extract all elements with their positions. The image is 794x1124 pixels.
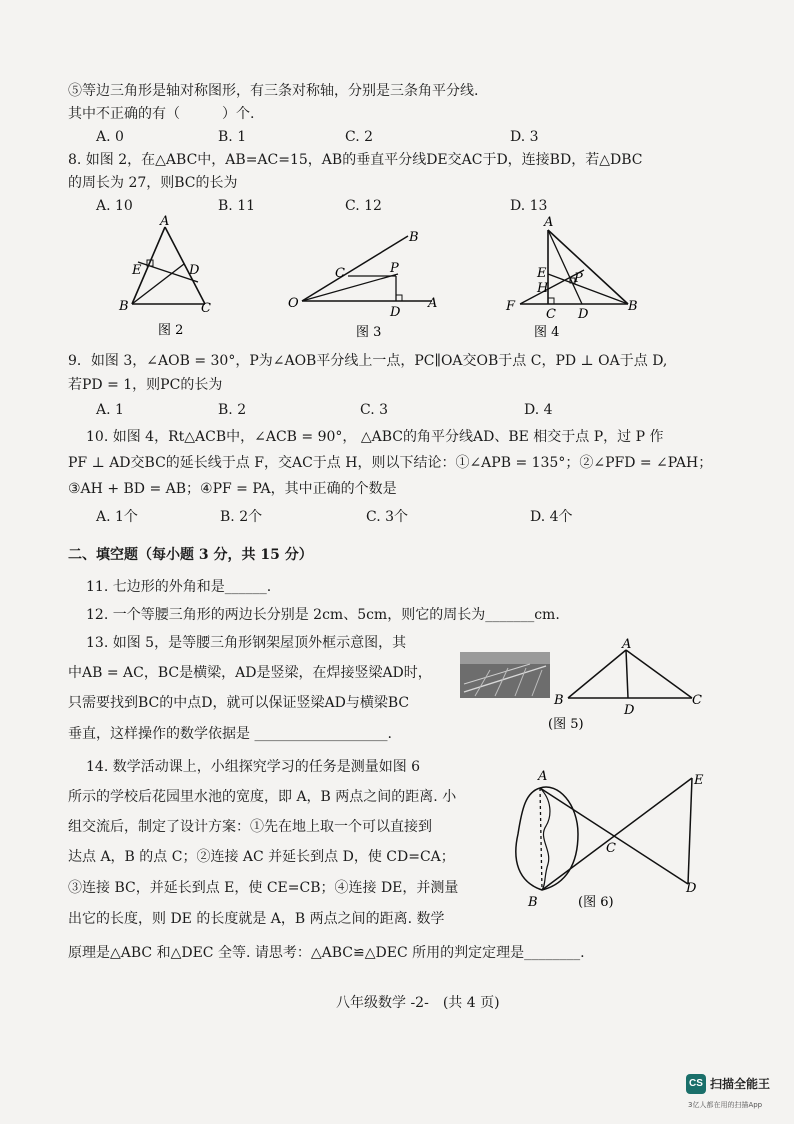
q10-line1: 10. 如图 4，Rt△ACB中，∠ACB = 90°， △ABC的角平分线AD、BE 相交于点 P，过 P 作 bbox=[86, 429, 664, 445]
q7-item5: ⑤等边三角形是轴对称图形，有三条对称轴，分别是三条角平分线. bbox=[68, 83, 479, 99]
fig5-label-b: B bbox=[554, 693, 564, 708]
q14-line1: 14. 数学活动课上，小组探究学习的任务是测量如图 6 bbox=[86, 759, 421, 775]
fig6-label-c: C bbox=[606, 841, 616, 856]
q14-line6: 出它的长度，则 DE 的长度就是 A，B 两点之间的距离. 数学 bbox=[68, 911, 445, 927]
q8-line1: 8. 如图 2，在△ABC中，AB=AC=15，AB的垂直平分线DE交AC于D，连接BD，若△DBC bbox=[68, 152, 643, 168]
q8-option-c: C. 12 bbox=[345, 198, 382, 214]
scanner-watermark bbox=[686, 1074, 790, 1114]
q13-line3: 只需要找到BC的中点D，就可以保证竖梁AD与横梁BC bbox=[68, 695, 410, 711]
fig3-label-c: C bbox=[335, 266, 345, 281]
q14-line7: 原理是△ABC 和△DEC 全等. 请思考：△ABC≌△DEC 所用的判定定理是________. bbox=[68, 945, 585, 961]
figure-4 bbox=[500, 212, 650, 342]
q7-option-d: D. 3 bbox=[510, 129, 539, 145]
q14-line3: 组交流后，制定了设计方案：①先在地上取一个可以直接到 bbox=[68, 819, 432, 835]
q13-line1: 13. 如图 5，是等腰三角形钢架屋顶外框示意图，其 bbox=[86, 635, 407, 651]
q9-line2: 若PD = 1，则PC的长为 bbox=[68, 377, 223, 393]
q9-option-c: C. 3 bbox=[360, 402, 389, 418]
q14-line5: ③连接 BC，并延长到点 E，使 CE=CB；④连接 DE，并测量 bbox=[68, 880, 459, 896]
figure-5 bbox=[548, 636, 712, 732]
q8-option-d: D. 13 bbox=[510, 198, 548, 214]
q10-option-d: D. 4个 bbox=[530, 509, 573, 525]
fig3-label-a: A bbox=[428, 296, 438, 311]
fig2-label-d: D bbox=[189, 263, 200, 278]
q7-option-a: A. 0 bbox=[96, 129, 124, 145]
fig4-label-e: E bbox=[537, 266, 547, 281]
fig3-caption: 图 3 bbox=[356, 325, 382, 340]
q10-option-b: B. 2个 bbox=[220, 509, 263, 525]
fig2-label-c: C bbox=[201, 301, 211, 316]
q10-option-a: A. 1个 bbox=[96, 509, 138, 525]
q14-line4: 达点 A，B 的点 C；②连接 AC 并延长到点 D，使 CD=CA； bbox=[68, 849, 455, 865]
q10-line2: PF ⊥ AD交BC的延长线于点 F，交AC于点 H，则以下结论：①∠APB = 135°；②∠PFD = ∠PAH； bbox=[68, 455, 713, 471]
q13-line2: 中AB = AC，BC是横梁，AD是竖梁，在焊接竖梁AD时， bbox=[68, 665, 432, 681]
fig5-label-d: D bbox=[624, 703, 635, 718]
q11: 11. 七边形的外角和是______. bbox=[86, 579, 272, 595]
q14-line2: 所示的学校后花园里水池的宽度，即 A，B 两点之间的距离. 小 bbox=[68, 789, 457, 805]
fig4-label-b: B bbox=[628, 299, 638, 314]
q7-option-b: B. 1 bbox=[218, 129, 247, 145]
fig3-label-d: D bbox=[390, 305, 401, 320]
fig6-caption: (图 6) bbox=[578, 895, 614, 910]
fig6-label-d: D bbox=[686, 881, 697, 896]
fig4-label-d: D bbox=[578, 307, 589, 322]
q8-option-a: A. 10 bbox=[96, 198, 133, 214]
fig4-label-c: C bbox=[546, 307, 556, 322]
fig3-label-p: P bbox=[390, 261, 399, 276]
fig6-label-e: E bbox=[694, 773, 704, 788]
q8-line2: 的周长为 27，则BC的长为 bbox=[68, 175, 238, 191]
q7-option-c: C. 2 bbox=[345, 129, 374, 145]
figure-3 bbox=[280, 222, 450, 344]
page-footer: 八年级数学 -2- (共 4 页) bbox=[336, 995, 500, 1011]
roof-truss-photo bbox=[460, 652, 550, 698]
fig5-label-c: C bbox=[692, 693, 702, 708]
fig6-label-b: B bbox=[528, 895, 538, 910]
q9-option-b: B. 2 bbox=[218, 402, 247, 418]
q13-line4: 垂直，这样操作的数学依据是 ___________________. bbox=[68, 726, 392, 742]
q9-option-d: D. 4 bbox=[524, 402, 553, 418]
fig5-caption: (图 5) bbox=[548, 717, 584, 732]
fig4-label-f: F bbox=[506, 299, 516, 314]
q10-option-c: C. 3个 bbox=[366, 509, 409, 525]
q12: 12. 一个等腰三角形的两边长分别是 2cm、5cm，则它的周长为_______cm. bbox=[86, 607, 560, 623]
fig4-label-a: A bbox=[544, 215, 554, 230]
fig2-caption: 图 2 bbox=[158, 323, 184, 338]
fig6-label-a: A bbox=[538, 769, 548, 784]
fig3-label-o: O bbox=[288, 296, 299, 311]
fig4-label-p: P bbox=[574, 271, 583, 286]
q9-option-a: A. 1 bbox=[96, 402, 124, 418]
fig4-caption: 图 4 bbox=[534, 325, 560, 340]
fig2-label-b: B bbox=[119, 299, 129, 314]
camscanner-badge-icon: CS bbox=[686, 1074, 706, 1094]
fig2-label-a: A bbox=[160, 214, 170, 229]
watermark-title: 扫描全能王 bbox=[710, 1077, 771, 1091]
fig5-label-a: A bbox=[622, 637, 632, 652]
q7-question: 其中不正确的有（ ）个. bbox=[68, 106, 255, 122]
q8-option-b: B. 11 bbox=[218, 198, 256, 214]
watermark-subtitle: 3亿人都在用的扫描App bbox=[688, 1101, 763, 1109]
q10-line3: ③AH + BD = AB；④PF = PA，其中正确的个数是 bbox=[68, 481, 397, 497]
figure-6 bbox=[508, 764, 708, 914]
q9-line1: 9．如图 3，∠AOB = 30°，P为∠AOB平分线上一点，PC∥OA交OB于点 C，PD ⊥ OA于点 D, bbox=[68, 353, 668, 369]
fig4-label-h: H bbox=[537, 281, 549, 296]
figure-2 bbox=[110, 212, 230, 342]
fig3-label-b: B bbox=[409, 230, 419, 245]
section-2-heading: 二、填空题（每小题 3 分，共 15 分） bbox=[68, 547, 313, 563]
fig2-label-e: E bbox=[132, 263, 142, 278]
